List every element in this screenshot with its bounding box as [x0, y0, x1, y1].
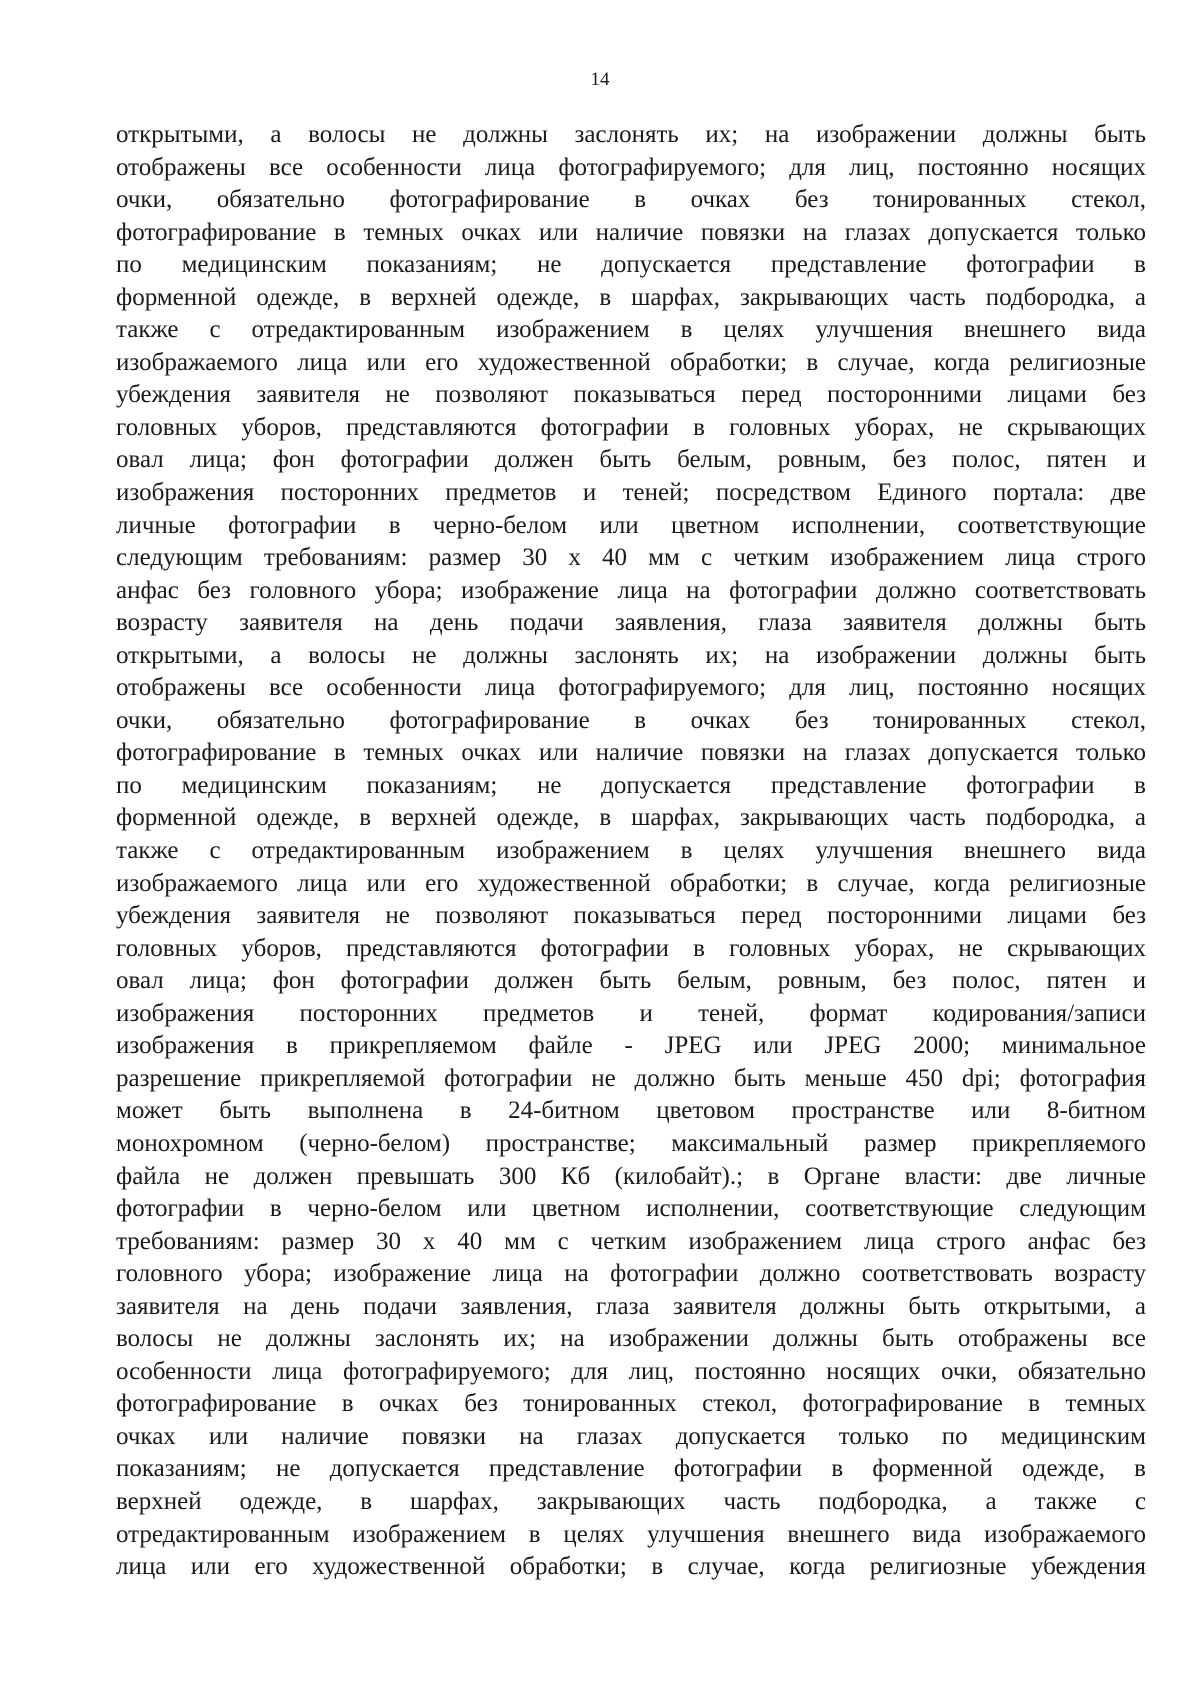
text-line: отображены все особенности лица фотографируемого; для лиц, постоянно носящих: [116, 674, 1146, 702]
text-line: показаниям; не допускается представление фотографии в форменной одежде, в: [116, 1455, 1146, 1483]
text-line: отредактированным изображением в целях улучшения внешнего вида изображаемого: [116, 1520, 1146, 1548]
text-line: очки, обязательно фотографирование в очках без тонированных стекол,: [116, 186, 1146, 214]
text-line: фотографирование в очках без тонированных стекол, фотографирование в темных: [116, 1390, 1146, 1418]
text-line: изображения в прикрепляемом файле - JPEG или JPEG 2000; минимальное: [116, 1032, 1146, 1060]
text-line: форменной одежде, в верхней одежде, в шарфах, закрывающих часть подбородка, а: [116, 283, 1146, 311]
text-line: разрешение прикрепляемой фотографии не должно быть меньше 450 dpi; фотография: [116, 1064, 1146, 1092]
text-line: файла не должен превышать 300 Кб (килобайт).; в Органе власти: две личные: [116, 1162, 1146, 1190]
text-line: по медицинским показаниям; не допускается представление фотографии в: [116, 251, 1146, 279]
page-number: 14: [590, 69, 610, 90]
text-line: может быть выполнена в 24-битном цветовом пространстве или 8-битном: [116, 1097, 1146, 1125]
text-line: изображаемого лица или его художественной обработки; в случае, когда религиозные: [116, 348, 1146, 376]
text-line: очках или наличие повязки на глазах допускается только по медицинским: [116, 1422, 1146, 1450]
text-line: фотографирование в темных очках или наличие повязки на глазах допускается только: [116, 739, 1146, 767]
text-line: анфас без головного убора; изображение лица на фотографии должно соответствовать: [116, 576, 1146, 604]
text-line: убеждения заявителя не позволяют показываться перед посторонними лицами без: [116, 381, 1146, 409]
text-line: очки, обязательно фотографирование в очках без тонированных стекол,: [116, 706, 1146, 734]
text-line: также с отредактированным изображением в целях улучшения внешнего вида: [116, 316, 1146, 344]
text-line: по медицинским показаниям; не допускается представление фотографии в: [116, 771, 1146, 799]
text-line: особенности лица фотографируемого; для лиц, постоянно носящих очки, обязательно: [116, 1357, 1146, 1385]
text-line: форменной одежде, в верхней одежде, в шарфах, закрывающих часть подбородка, а: [116, 804, 1146, 832]
text-line: фотографии в черно-белом или цветном исполнении, соответствующие следующим: [116, 1195, 1146, 1223]
text-line: фотографирование в темных очках или наличие повязки на глазах допускается только: [116, 218, 1146, 246]
text-line: верхней одежде, в шарфах, закрывающих часть подбородка, а также с: [116, 1487, 1146, 1515]
text-line: овал лица; фон фотографии должен быть белым, ровным, без полос, пятен и: [116, 446, 1146, 474]
text-line: также с отредактированным изображением в целях улучшения внешнего вида: [116, 837, 1146, 865]
text-line: головных уборов, представляются фотографии в головных уборах, не скрывающих: [116, 413, 1146, 441]
text-line: заявителя на день подачи заявления, глаза заявителя должны быть открытыми, а: [116, 1292, 1146, 1320]
body-text: [116, 119, 1146, 1584]
text-line: убеждения заявителя не позволяют показываться перед посторонними лицами без: [116, 902, 1146, 930]
text-line: изображаемого лица или его художественной обработки; в случае, когда религиозные: [116, 869, 1146, 897]
text-line: отображены все особенности лица фотографируемого; для лиц, постоянно носящих: [116, 153, 1146, 181]
text-line: личные фотографии в черно-белом или цветном исполнении, соответствующие: [116, 511, 1146, 539]
text-line: овал лица; фон фотографии должен быть белым, ровным, без полос, пятен и: [116, 967, 1146, 995]
text-line: лица или его художественной обработки; в случае, когда религиозные убеждения: [116, 1553, 1146, 1581]
text-line: открытыми, а волосы не должны заслонять их; на изображении должны быть: [116, 121, 1146, 148]
text-line: открытыми, а волосы не должны заслонять их; на изображении должны быть: [116, 641, 1146, 669]
text-line: монохромном (черно-белом) пространстве; максимальный размер прикрепляемого: [116, 1129, 1146, 1157]
text-line: головных уборов, представляются фотографии в головных уборах, не скрывающих: [116, 934, 1146, 962]
text-line: изображения посторонних предметов и теней, формат кодирования/записи: [116, 999, 1146, 1027]
text-line: возрасту заявителя на день подачи заявления, глаза заявителя должны быть: [116, 609, 1146, 637]
text-line: изображения посторонних предметов и теней; посредством Единого портала: две: [116, 479, 1146, 507]
text-line: головного убора; изображение лица на фотографии должно соответствовать возрасту: [116, 1260, 1146, 1288]
text-line: следующим требованиям: размер 30 x 40 мм с четким изображением лица строго: [116, 544, 1146, 572]
text-line: волосы не должны заслонять их; на изображении должны быть отображены все: [116, 1325, 1146, 1353]
text-line: требованиям: размер 30 x 40 мм с четким изображением лица строго анфас без: [116, 1227, 1146, 1255]
